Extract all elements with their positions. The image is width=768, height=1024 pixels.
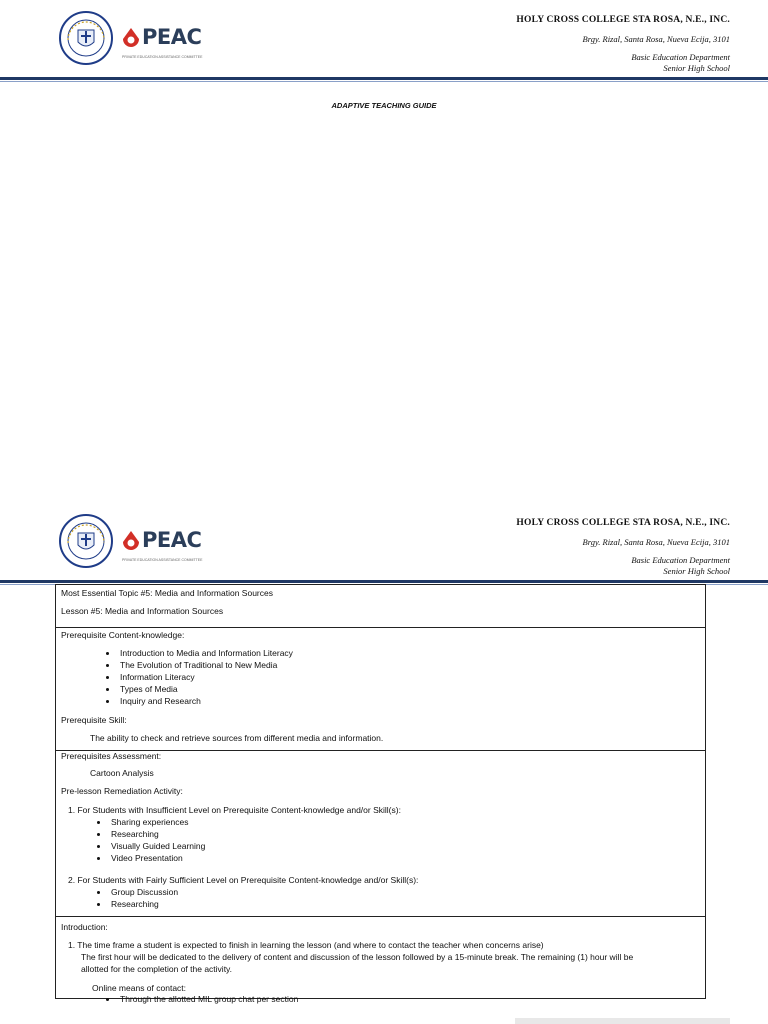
school-address: Brgy. Rizal, Santa Rosa, Nueva Ecija, 3101 xyxy=(582,34,730,44)
header-rule xyxy=(0,580,768,583)
list-item-text: Video Presentation xyxy=(111,853,183,863)
school-department: Basic Education Department xyxy=(631,52,730,62)
intro-line-2: The first hour will be dedicated to the delivery of content and discussion of the lesson followed by a 15-minute break. The remaining (1) hour will be xyxy=(81,952,634,962)
list-item-text: Inquiry and Research xyxy=(120,696,201,706)
bullet-icon xyxy=(97,891,100,894)
school-seal-icon xyxy=(58,513,114,569)
list-item-text: Introduction to Media and Information Literacy xyxy=(120,648,293,658)
online-contact-item: Through the allotted MIL group chat per section xyxy=(120,994,299,1004)
assessment-text: Cartoon Analysis xyxy=(90,768,154,778)
prereq-skill-text: The ability to check and retrieve sources from different media and information. xyxy=(90,733,384,743)
assessment-label: Prerequisites Assessment: xyxy=(61,751,162,761)
peac-logo-text: PEAC xyxy=(142,25,202,49)
peac-logo-text: PEAC xyxy=(142,528,202,552)
bullet-icon xyxy=(106,676,109,679)
prereq-skill-label: Prerequisite Skill: xyxy=(61,715,127,725)
page2-header xyxy=(0,503,768,583)
peac-subtext: PRIVATE EDUCATION ASSISTANCE COMMITTEE xyxy=(122,558,203,562)
peac-logo xyxy=(122,27,202,61)
fairly-sufficient-label: 2. For Students with Fairly Sufficient Level on Prerequisite Content-knowledge and/or Skill(s): xyxy=(68,875,419,885)
school-department: Basic Education Department xyxy=(631,555,730,565)
bullet-icon xyxy=(106,652,109,655)
lesson-table xyxy=(55,584,706,1004)
intro-line-3: allotted for the completion of the activity. xyxy=(81,964,233,974)
bullet-icon xyxy=(106,700,109,703)
list-item-text: The Evolution of Traditional to New Media xyxy=(120,660,278,670)
topic-row xyxy=(56,585,705,628)
school-name: HOLY CROSS COLLEGE STA ROSA, N.E., INC. xyxy=(516,15,730,25)
header-rule-thin xyxy=(0,81,768,82)
list-item-text: Types of Media xyxy=(120,684,178,694)
peac-subtext: PRIVATE EDUCATION ASSISTANCE COMMITTEE xyxy=(122,55,203,59)
school-level: Senior High School xyxy=(663,566,730,576)
topic-text: Most Essential Topic #5: Media and Information Sources xyxy=(61,588,273,598)
page1-header xyxy=(0,0,768,80)
bullet-icon xyxy=(106,664,109,667)
header-rule xyxy=(0,77,768,80)
list-item-text: Information Literacy xyxy=(120,672,195,682)
bullet-icon xyxy=(106,998,109,1001)
introduction-row xyxy=(56,916,705,1004)
intro-item-1: 1. The time frame a student is expected to finish in learning the lesson (and where to contact the teacher when concerns arise) xyxy=(68,940,544,950)
school-address: Brgy. Rizal, Santa Rosa, Nueva Ecija, 3101 xyxy=(582,537,730,547)
bullet-icon xyxy=(97,833,100,836)
school-level: Senior High School xyxy=(663,63,730,73)
list-item-text: Researching xyxy=(111,829,159,839)
bullet-icon xyxy=(97,821,100,824)
bullet-icon xyxy=(97,903,100,906)
peac-mark-icon xyxy=(122,27,140,49)
insufficient-label: 1. For Students with Insufficient Level on Prerequisite Content-knowledge and/or Skill(s): xyxy=(68,805,401,815)
online-contact-label: Online means of contact: xyxy=(92,983,187,993)
list-item-text: Sharing experiences xyxy=(111,817,189,827)
next-page-header-ghost xyxy=(515,1018,730,1024)
prereq-knowledge-label: Prerequisite Content-knowledge: xyxy=(61,630,185,640)
bullet-icon xyxy=(106,688,109,691)
prerequisite-row xyxy=(56,627,705,751)
list-item-text: Group Discussion xyxy=(111,887,179,897)
list-item-text: Visually Guided Learning xyxy=(111,841,206,851)
page-title: ADAPTIVE TEACHING GUIDE xyxy=(331,101,437,110)
bullet-icon xyxy=(97,845,100,848)
lesson-text: Lesson #5: Media and Information Sources xyxy=(61,606,224,616)
peac-logo xyxy=(122,530,202,564)
intro-label: Introduction: xyxy=(61,922,108,932)
assessment-row xyxy=(56,750,705,917)
list-item-text: Researching xyxy=(111,899,159,909)
school-seal-icon xyxy=(58,10,114,66)
peac-mark-icon xyxy=(122,530,140,552)
school-name: HOLY CROSS COLLEGE STA ROSA, N.E., INC. xyxy=(516,518,730,528)
remediation-label: Pre-lesson Remediation Activity: xyxy=(61,786,183,796)
bullet-icon xyxy=(97,857,100,860)
